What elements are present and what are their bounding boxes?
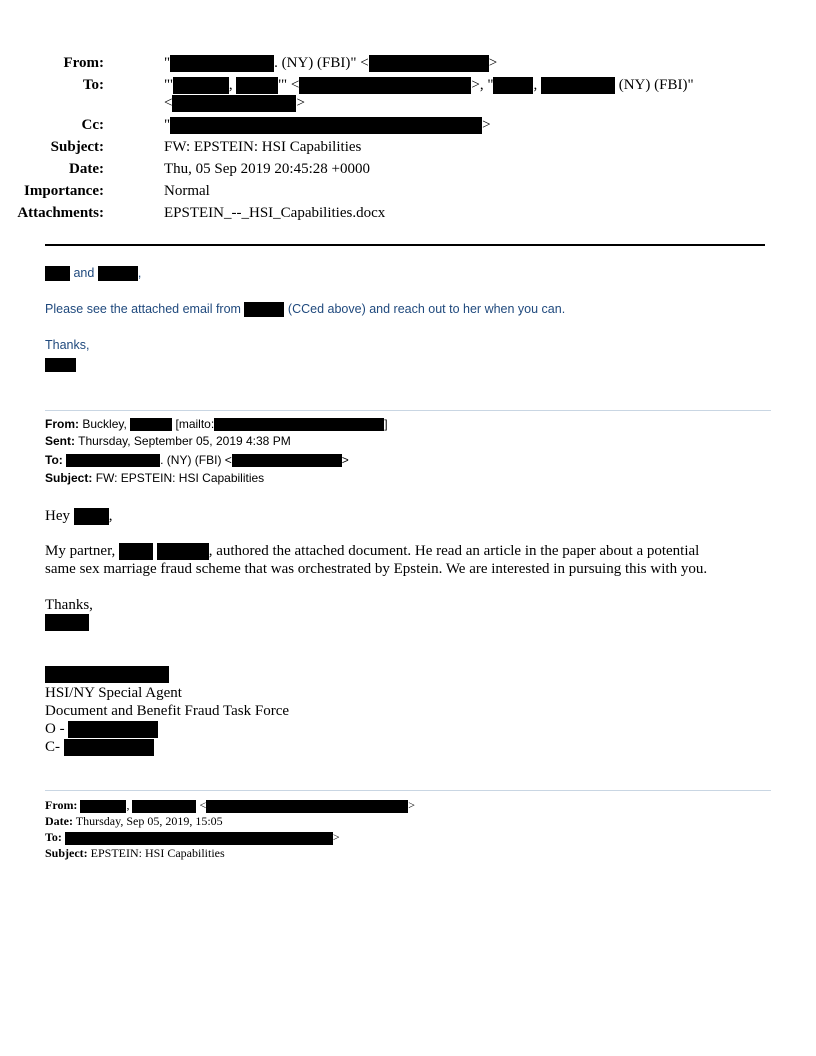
- signature-title: HSI/NY Special Agent: [45, 685, 182, 701]
- header-cc-text: >: [482, 117, 491, 133]
- header-importance-value: Normal: [164, 183, 210, 199]
- header-from-text: ": [164, 55, 171, 71]
- redaction: [45, 266, 70, 281]
- redaction: [80, 800, 126, 813]
- redaction: [132, 800, 196, 813]
- header-to-text: (NY) (FBI)": [618, 77, 694, 93]
- header-date-label: Date:: [69, 161, 104, 177]
- message1-greeting: [45, 266, 141, 281]
- forward1-to-value: . (NY) (FBI) <: [160, 453, 232, 467]
- header-to-label: To:: [82, 77, 104, 93]
- forward2-date-value: Thursday, Sep 05, 2019, 15:05: [75, 814, 223, 828]
- attachment-link[interactable]: EPSTEIN_--_HSI_Capabilities.docx: [164, 205, 386, 221]
- forward1-subject-label: Subject:: [45, 471, 93, 485]
- forward1-to-value: >: [341, 453, 349, 467]
- body-text: (CCed above) and reach out to her when you can.: [287, 302, 566, 316]
- header-to-text: >: [296, 95, 305, 111]
- header-from-text: . (NY) (FBI)" <: [274, 55, 369, 71]
- forward2-from-value: >: [408, 798, 415, 812]
- redaction: [173, 77, 229, 94]
- redaction: [369, 55, 489, 72]
- signature-unit: Document and Benefit Fraud Task Force: [45, 703, 290, 719]
- redaction: [493, 77, 533, 94]
- header-to-text: ,: [533, 77, 538, 93]
- forward2-from-value: <: [199, 798, 207, 812]
- signature-cell-phone: [45, 738, 154, 756]
- forward2-to-row: [45, 829, 340, 845]
- forward1-paragraph-line1: [45, 542, 699, 560]
- redaction: [45, 358, 76, 372]
- redaction: [74, 508, 109, 525]
- forward2-to-value: >: [332, 830, 340, 844]
- forward2-date-label: Date:: [45, 814, 73, 828]
- forward1-sent-value: Thursday, September 05, 2019 4:38 PM: [78, 434, 291, 448]
- forward2-to-label: To:: [45, 830, 62, 844]
- forward2-from-row: [45, 797, 415, 813]
- forward1-sent-row: [45, 432, 291, 450]
- header-cc-text: ": [164, 117, 171, 133]
- forward2-subject-label: Subject:: [45, 846, 88, 860]
- redaction: [232, 454, 342, 467]
- greeting-text: ,: [108, 508, 113, 524]
- forward1-from-label: From:: [45, 417, 79, 431]
- header-from-text: >: [488, 55, 498, 71]
- greeting-text: and: [73, 266, 95, 280]
- forward1-subject-row: [45, 469, 264, 487]
- redaction: [130, 418, 172, 431]
- forward1-subject-value: FW: EPSTEIN: HSI Capabilities: [95, 471, 265, 485]
- forward1-thanks: Thanks,: [45, 597, 93, 613]
- forward1-to-label: To:: [45, 453, 63, 467]
- header-subject-value: FW: EPSTEIN: HSI Capabilities: [164, 139, 362, 155]
- body-text: , authored the attached document. He read an article in the paper about a potential: [208, 543, 700, 559]
- redaction: [45, 666, 169, 683]
- body-text: My partner,: [45, 543, 116, 559]
- message1-thanks: Thanks,: [45, 338, 90, 352]
- body-text: Please see the attached email from: [45, 302, 241, 316]
- forward1-paragraph-line2: same sex marriage fraud scheme that was orchestrated by Epstein. We are interested in pursuing this with you.: [45, 561, 708, 577]
- forward2-date-row: [45, 813, 223, 829]
- header-importance-label: Importance:: [24, 183, 104, 199]
- redaction: [172, 95, 296, 112]
- forward2-from-label: From:: [45, 798, 78, 812]
- redaction: [66, 454, 160, 467]
- redaction: [119, 543, 153, 560]
- forward1-to-row: [45, 451, 349, 469]
- redaction: [68, 721, 158, 738]
- header-to-text: >, ": [471, 77, 494, 93]
- header-cc-label: Cc:: [81, 117, 104, 133]
- redaction: [98, 266, 138, 281]
- redaction: [236, 77, 278, 94]
- redaction: [214, 418, 384, 431]
- redaction: [299, 77, 471, 94]
- signature-o-label: O -: [45, 721, 65, 737]
- forward1-from-value: ]: [384, 417, 388, 431]
- header-subject-label: Subject:: [50, 139, 104, 155]
- forward1-from-value: Buckley,: [82, 417, 127, 431]
- forward1-from-row: [45, 415, 388, 433]
- signature-c-label: C-: [45, 739, 60, 755]
- forward1-sent-label: Sent:: [45, 434, 75, 448]
- redaction: [170, 55, 274, 72]
- header-attachments-label: Attachments:: [17, 205, 104, 221]
- forward1-greeting: [45, 507, 113, 525]
- header-divider: [45, 244, 765, 246]
- header-to-text: ,: [228, 77, 233, 93]
- header-to-text: "': [164, 77, 173, 93]
- header-from-label: From:: [63, 55, 104, 71]
- header-to-text: <: [164, 95, 173, 111]
- redaction: [170, 117, 482, 134]
- forward2-divider: [45, 790, 771, 791]
- redaction: [206, 800, 408, 813]
- forward2-from-value: ,: [126, 798, 130, 812]
- redaction: [45, 614, 89, 631]
- header-date-value: Thu, 05 Sep 2019 20:45:28 +0000: [164, 161, 370, 177]
- message1-body: [45, 302, 565, 317]
- forward2-subject-value: EPSTEIN: HSI Capabilities: [90, 846, 225, 860]
- greeting-text: ,: [137, 266, 142, 280]
- forward2-subject-row: [45, 845, 225, 861]
- greeting-text: Hey: [45, 508, 70, 524]
- header-to-text: '" <: [278, 77, 300, 93]
- forward1-from-value: [mailto:: [175, 417, 215, 431]
- redaction: [64, 739, 154, 756]
- signature-office-phone: [45, 720, 158, 738]
- redaction: [244, 302, 284, 317]
- forward1-divider: [45, 410, 771, 411]
- redaction: [541, 77, 615, 94]
- redaction: [157, 543, 209, 560]
- redaction: [65, 832, 333, 845]
